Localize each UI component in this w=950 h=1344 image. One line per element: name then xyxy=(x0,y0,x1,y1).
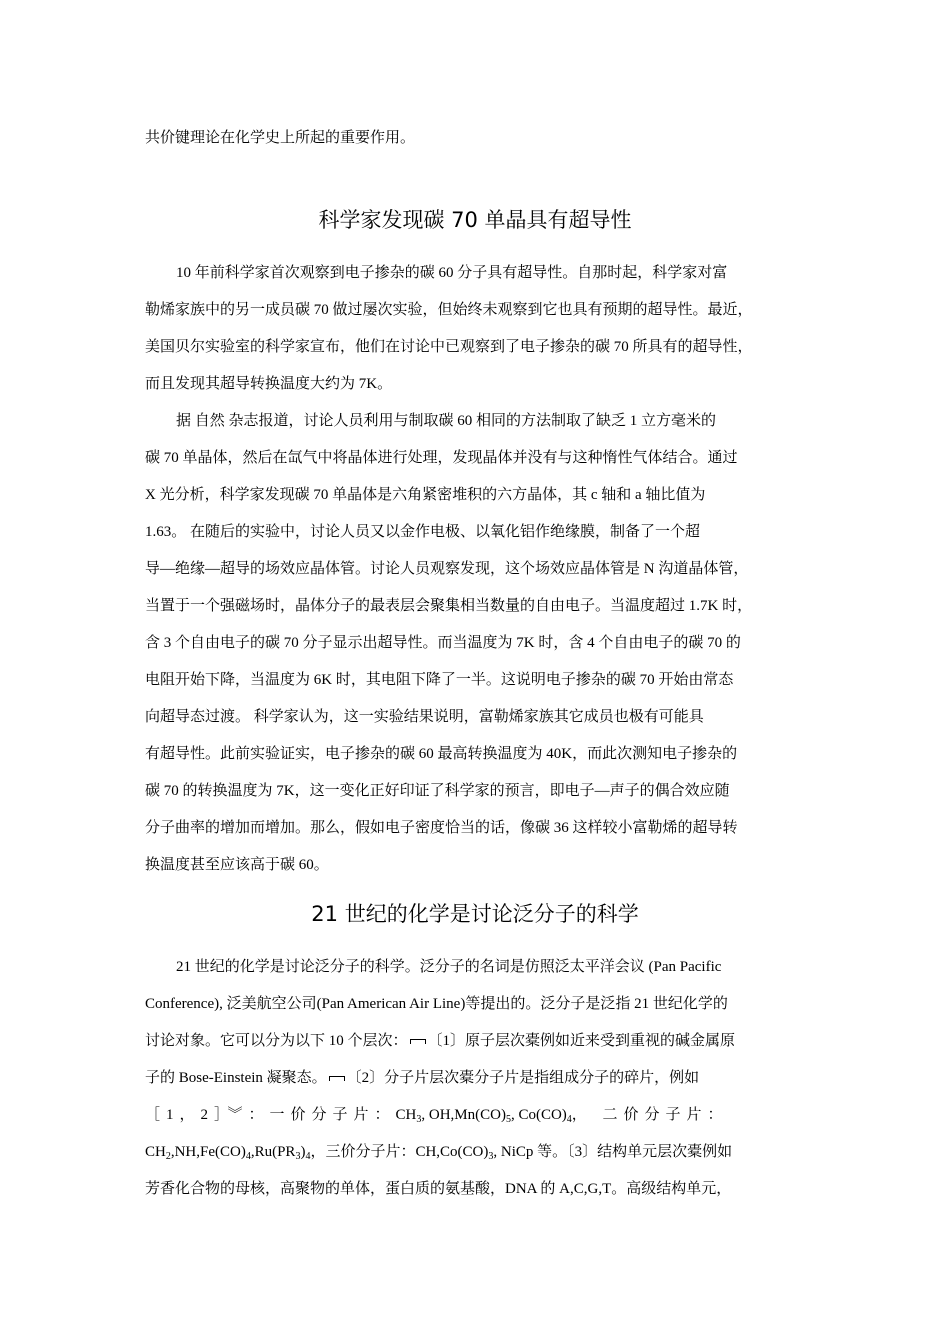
text-segment: 讨论对象。它可以分为以下 10 个层次： xyxy=(145,1033,408,1049)
paragraph-line xyxy=(145,1068,699,1088)
paragraph-line: 导—绝缘—超导的场效应晶体管。讨论人员观察发现，这个场效应晶体管是 N 沟道晶体管， xyxy=(145,561,749,577)
section-heading: 科学家发现碳 70 单晶具有超导性 xyxy=(318,208,632,232)
subscript: 5 xyxy=(505,1114,511,1125)
text-segment: ［1，2］︾：一价分子片： xyxy=(145,1107,396,1123)
text-segment: , NiCp 等。〔3〕结构单元层次橐例如 xyxy=(493,1144,733,1160)
formula: ,NH,Fe(CO) xyxy=(170,1144,246,1160)
paragraph-line: 美国贝尔实验室的科学家宣布，他们在讨论中已观察到了电子掺杂的碳 70 所具有的超导性， xyxy=(145,339,753,355)
paragraph-line: 含 3 个自由电子的碳 70 分子显示出超导性。而当温度为 7K 时，含 4 个自由电子的碳 70 的 xyxy=(145,635,741,651)
text-segment: ， 二价分子片： xyxy=(571,1107,729,1123)
subscript: 4 xyxy=(245,1151,251,1162)
paragraph-line: 21 世纪的化学是讨论泛分子的科学。泛分子的名词是仿照泛太平洋会议 (Pan Pacific xyxy=(176,959,722,975)
text-segment: 〔2〕分子片层次橐分子片是指组成分子的碎片，例如 xyxy=(346,1070,700,1086)
paragraph-line: 碳 70 单晶体，然后在氙气中将晶体进行处理，发现晶体并没有与这种惰性气体结合。通过 xyxy=(145,450,738,466)
section-heading: 21 世纪的化学是讨论泛分子的科学 xyxy=(311,902,639,926)
subscript: 4 xyxy=(566,1114,572,1125)
paragraph-line: 共价键理论在化学史上所起的重要作用。 xyxy=(145,130,416,146)
paragraph-line: 电阻开始下降，当温度为 6K 时，其电阻下降了一半。这说明电子掺杂的碳 70 开始由常态 xyxy=(145,672,734,688)
formula: ) xyxy=(300,1144,306,1160)
paragraph-line: 10 年前科学家首次观察到电子掺杂的碳 60 分子具有超导性。自那时起，科学家对富 xyxy=(176,265,728,281)
subscript: 3 xyxy=(488,1151,494,1162)
paragraph-line: 据 自然 杂志报道，讨论人员利用与制取碳 60 相同的方法制取了缺乏 1 立方毫米的 xyxy=(176,413,717,429)
text-segment: 子的 Bose-Einstein 凝聚态。 xyxy=(145,1070,327,1086)
subscript: 3 xyxy=(295,1151,301,1162)
formula: , Co(CO) xyxy=(510,1107,567,1123)
bracket-mark-icon xyxy=(329,1076,345,1081)
paragraph-line: 而且发现其超导转换温度大约为 7K。 xyxy=(145,376,393,392)
paragraph-line: 碳 70 的转换温度为 7K，这一变化正好印证了科学家的预言，即电子—声子的偶合效应随 xyxy=(145,783,730,799)
paragraph-line: Conference), 泛美航空公司(Pan American Air Line)等提出的。泛分子是泛指 21 世纪化学的 xyxy=(145,996,728,1012)
paragraph-line: 向超导态过渡。 科学家认为，这一实验结果说明，富勒烯家族其它成员也极有可能具 xyxy=(145,709,704,725)
paragraph-line xyxy=(145,1142,732,1162)
paragraph-line: 1.63。 在随后的实验中，讨论人员又以金作电极、以氧化铝作绝缘膜，制备了一个超 xyxy=(145,524,701,540)
paragraph-line: 芳香化合物的母核，高聚物的单体，蛋白质的氨基酸，DNA 的 A,C,G,T。高级结构单元， xyxy=(145,1181,732,1197)
subscript: 2 xyxy=(165,1151,171,1162)
paragraph-line: 当置于一个强磁场时，晶体分子的最表层会聚集相当数量的自由电子。当温度超过 1.7K 时， xyxy=(145,598,753,614)
paragraph-line: 换温度甚至应该高于碳 60。 xyxy=(145,857,329,873)
formula: , OH,Mn(CO) xyxy=(421,1107,506,1123)
paragraph-line xyxy=(145,1031,735,1051)
paragraph-line: 有超导性。此前实验证实，电子掺杂的碳 60 最高转换温度为 40K，而此次测知电子掺杂的 xyxy=(145,746,738,762)
paragraph-line xyxy=(145,1105,729,1125)
text-segment: ，三价分子片：CH,Co(CO) xyxy=(310,1144,489,1160)
formula: CH xyxy=(145,1144,166,1160)
bracket-mark-icon xyxy=(410,1039,426,1044)
subscript: 3 xyxy=(416,1114,422,1125)
paragraph-line: X 光分析，科学家发现碳 70 单晶体是六角紧密堆积的六方晶体，其 c 轴和 a 轴比值为 xyxy=(145,487,706,503)
subscript: 4 xyxy=(305,1151,311,1162)
formula: ,Ru(PR xyxy=(250,1144,296,1160)
paragraph-line: 勒烯家族中的另一成员碳 70 做过屡次实验，但始终未观察到它也具有预期的超导性。最近， xyxy=(145,302,753,318)
paragraph-line: 分子曲率的增加而增加。那么，假如电子密度恰当的话，像碳 36 这样较小富勒烯的超导转 xyxy=(145,820,738,836)
text-segment: 〔1〕原子层次橐例如近来受到重视的碱金属原 xyxy=(427,1033,736,1049)
formula: CH xyxy=(395,1107,417,1123)
